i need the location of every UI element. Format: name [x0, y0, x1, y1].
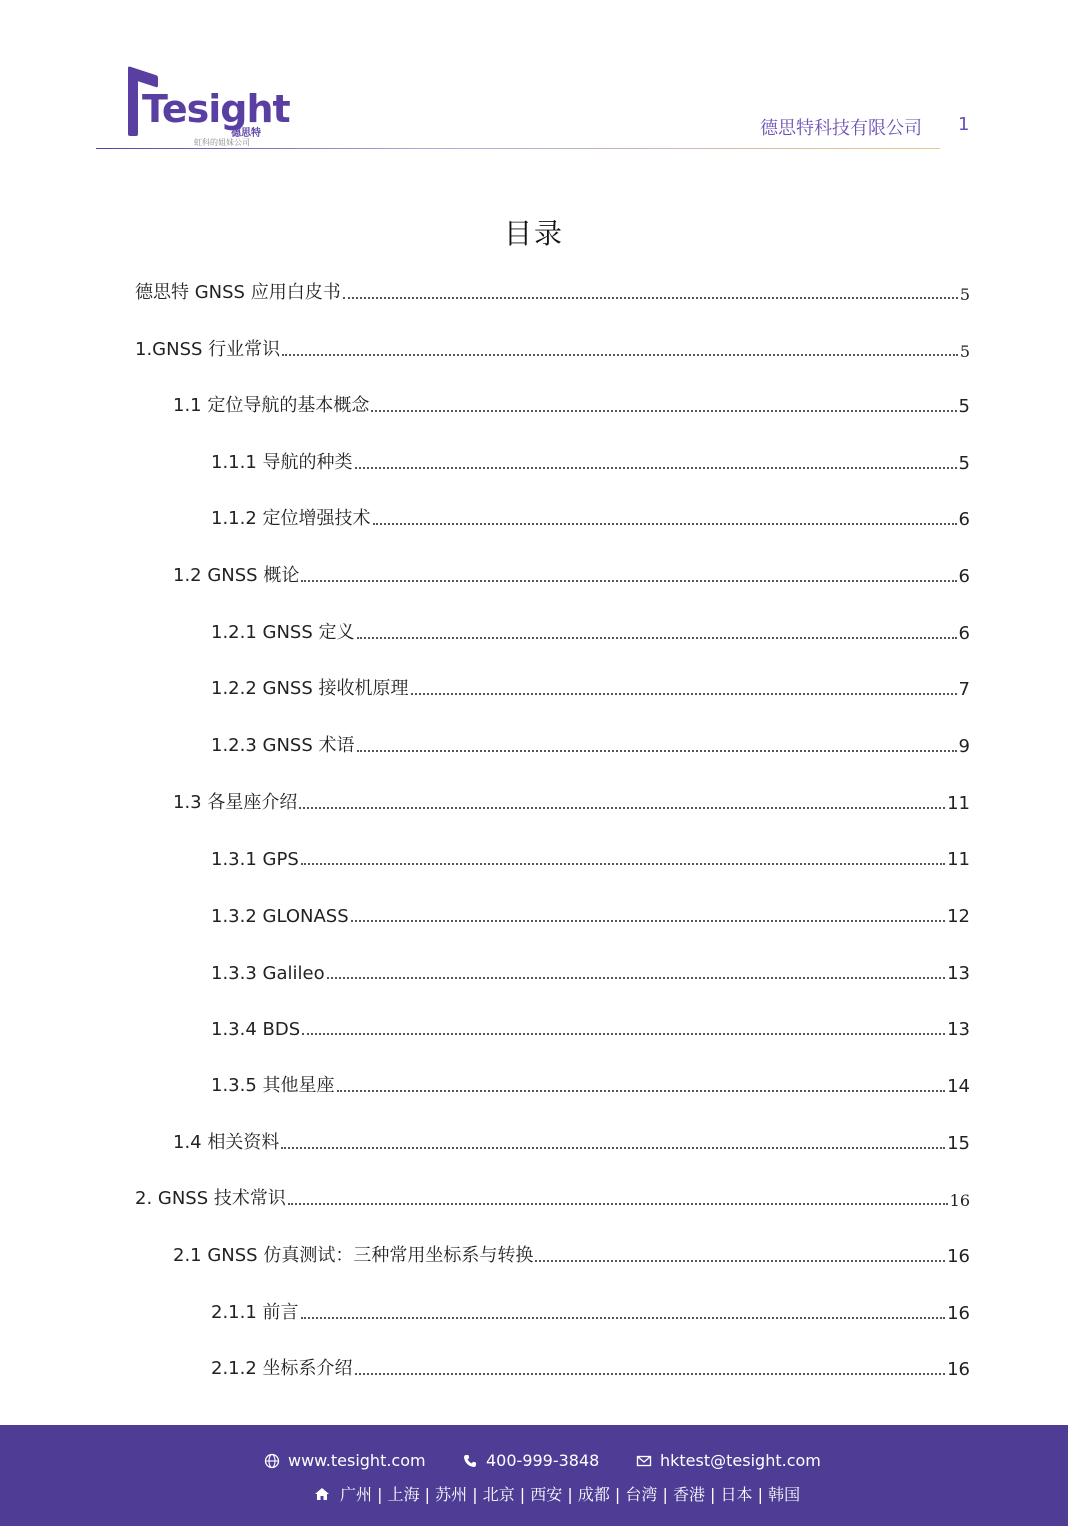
toc-entry-page: 6 — [958, 566, 970, 587]
toc-entry[interactable] — [211, 1350, 970, 1380]
toc-leader — [357, 636, 957, 639]
toc-entry-label: 2.1.2 坐标系介绍 — [211, 1358, 353, 1379]
toc-leader — [355, 1372, 946, 1375]
toc-entry-label: 1.3 各星座介绍 — [173, 792, 298, 813]
footer-phone[interactable] — [462, 1451, 599, 1470]
toc-entry[interactable] — [211, 840, 970, 870]
toc-leader — [301, 862, 945, 865]
globe-icon — [264, 1453, 280, 1469]
toc-entry-page: 13 — [947, 963, 970, 984]
toc-entry[interactable] — [173, 784, 970, 814]
toc-entry[interactable] — [173, 1237, 970, 1267]
toc-entry-page: 5 — [958, 396, 970, 417]
toc-leader — [282, 353, 958, 356]
toc-entry-label: 1.2 GNSS 概论 — [173, 565, 300, 586]
toc-entry-label: 德思特 GNSS 应用白皮书 — [135, 282, 341, 303]
toc-entry-label: 1.2.3 GNSS 术语 — [211, 735, 355, 756]
toc-entry-label: 1.1.2 定位增强技术 — [211, 508, 371, 529]
toc-leader — [343, 296, 958, 299]
phone-icon — [462, 1453, 478, 1469]
toc-entry-label: 2.1 GNSS 仿真测试：三种常用坐标系与转换 — [173, 1245, 534, 1266]
toc-entry-label: 1.3.5 其他星座 — [211, 1075, 335, 1096]
toc-entry-page: 9 — [958, 736, 970, 757]
toc-entry[interactable] — [211, 954, 970, 984]
toc-entry-page: 16 — [947, 1246, 970, 1267]
toc-entry[interactable] — [211, 897, 970, 927]
company-logo — [126, 66, 290, 150]
logo-chinese-name: 德思特 — [231, 128, 261, 139]
mail-icon — [636, 1453, 652, 1469]
header-divider — [96, 148, 940, 149]
toc-leader — [535, 1259, 945, 1262]
toc-leader — [288, 1202, 948, 1205]
toc-leader — [373, 522, 957, 525]
page-footer — [0, 1425, 1068, 1526]
footer-locations — [314, 1482, 800, 1505]
logo-tagline: 虹科的姐妹公司 — [194, 138, 250, 147]
home-icon — [314, 1486, 330, 1502]
logo-bar — [128, 70, 138, 136]
toc-leader — [302, 1032, 945, 1035]
toc-leader — [351, 919, 945, 922]
toc-entry-page: 5 — [958, 453, 970, 474]
footer-website[interactable] — [264, 1451, 426, 1470]
toc-entry-page: 5 — [959, 285, 970, 304]
toc-entry-label: 1.1.1 导航的种类 — [211, 452, 353, 473]
toc-title: 目录 — [503, 217, 564, 250]
toc-entry[interactable] — [211, 1294, 970, 1324]
toc-entry[interactable] — [211, 614, 970, 644]
footer-email-text: hktest@tesight.com — [660, 1451, 821, 1470]
toc-entry-page: 6 — [958, 509, 970, 530]
toc-leader — [299, 806, 945, 809]
toc-entry-page: 15 — [947, 1133, 970, 1154]
toc-leader — [357, 749, 957, 752]
toc-entry-label: 1.2.1 GNSS 定义 — [211, 622, 355, 643]
toc-entry-page: 14 — [947, 1076, 970, 1097]
footer-website-text: www.tesight.com — [288, 1451, 426, 1470]
toc-leader — [411, 692, 957, 695]
header-company-name: 德思特科技有限公司 — [760, 118, 922, 139]
toc-leader — [355, 466, 957, 469]
toc-entry[interactable] — [211, 727, 970, 757]
toc-entry-label: 1.GNSS 行业常识 — [135, 339, 281, 360]
toc-entry-page: 13 — [947, 1019, 970, 1040]
toc-entry-label: 1.2.2 GNSS 接收机原理 — [211, 678, 409, 699]
toc-entry[interactable] — [135, 274, 970, 304]
toc-leader — [327, 976, 946, 979]
toc-leader — [281, 1146, 945, 1149]
toc-entry-page: 16 — [947, 1359, 970, 1380]
toc-entry[interactable] — [135, 1180, 970, 1210]
toc-entry-label: 1.3.2 GLONASS — [211, 906, 349, 927]
toc-entry-page: 16 — [949, 1191, 970, 1210]
footer-email[interactable] — [636, 1451, 821, 1470]
toc-entry-page: 12 — [947, 906, 970, 927]
toc-entry[interactable] — [211, 1067, 970, 1097]
toc-leader — [371, 409, 956, 412]
footer-cities-text: 广州 | 上海 | 苏州 | 北京 | 西安 | 成都 | 台湾 | 香港 | 日本 | 韩国 — [340, 1485, 801, 1504]
toc-leader — [301, 579, 956, 582]
toc-entry-label: 1.3.1 GPS — [211, 849, 299, 870]
toc-entry-page: 11 — [947, 849, 970, 870]
toc-entry[interactable] — [135, 331, 970, 361]
toc-leader — [301, 1316, 946, 1319]
toc-entry-label: 1.4 相关资料 — [173, 1132, 280, 1153]
toc-entry-label: 2. GNSS 技术常识 — [135, 1188, 286, 1209]
toc-entry-page: 11 — [947, 793, 970, 814]
toc-entry-label: 1.3.3 Galileo — [211, 963, 325, 984]
toc-entry-page: 5 — [959, 342, 970, 361]
toc-entry[interactable] — [211, 670, 970, 700]
toc-entry-page: 16 — [947, 1303, 970, 1324]
toc-entry-page: 6 — [958, 623, 970, 644]
toc-entry-label: 2.1.1 前言 — [211, 1302, 299, 1323]
footer-phone-text: 400-999-3848 — [486, 1451, 600, 1470]
toc-leader — [337, 1089, 946, 1092]
header-page-number: 1 — [958, 114, 970, 135]
toc-entry-label: 1.3.4 BDS — [211, 1019, 301, 1040]
toc-entry-page: 7 — [958, 679, 970, 700]
toc-entry[interactable] — [211, 1010, 970, 1040]
toc-entry[interactable] — [211, 500, 970, 530]
toc-entry[interactable] — [173, 387, 970, 417]
toc-entry[interactable] — [211, 444, 970, 474]
toc-entry-label: 1.1 定位导航的基本概念 — [173, 395, 370, 416]
logo-wordmark: Tesight — [142, 87, 290, 131]
toc-entry[interactable] — [173, 557, 970, 587]
toc-entry[interactable] — [173, 1124, 970, 1154]
